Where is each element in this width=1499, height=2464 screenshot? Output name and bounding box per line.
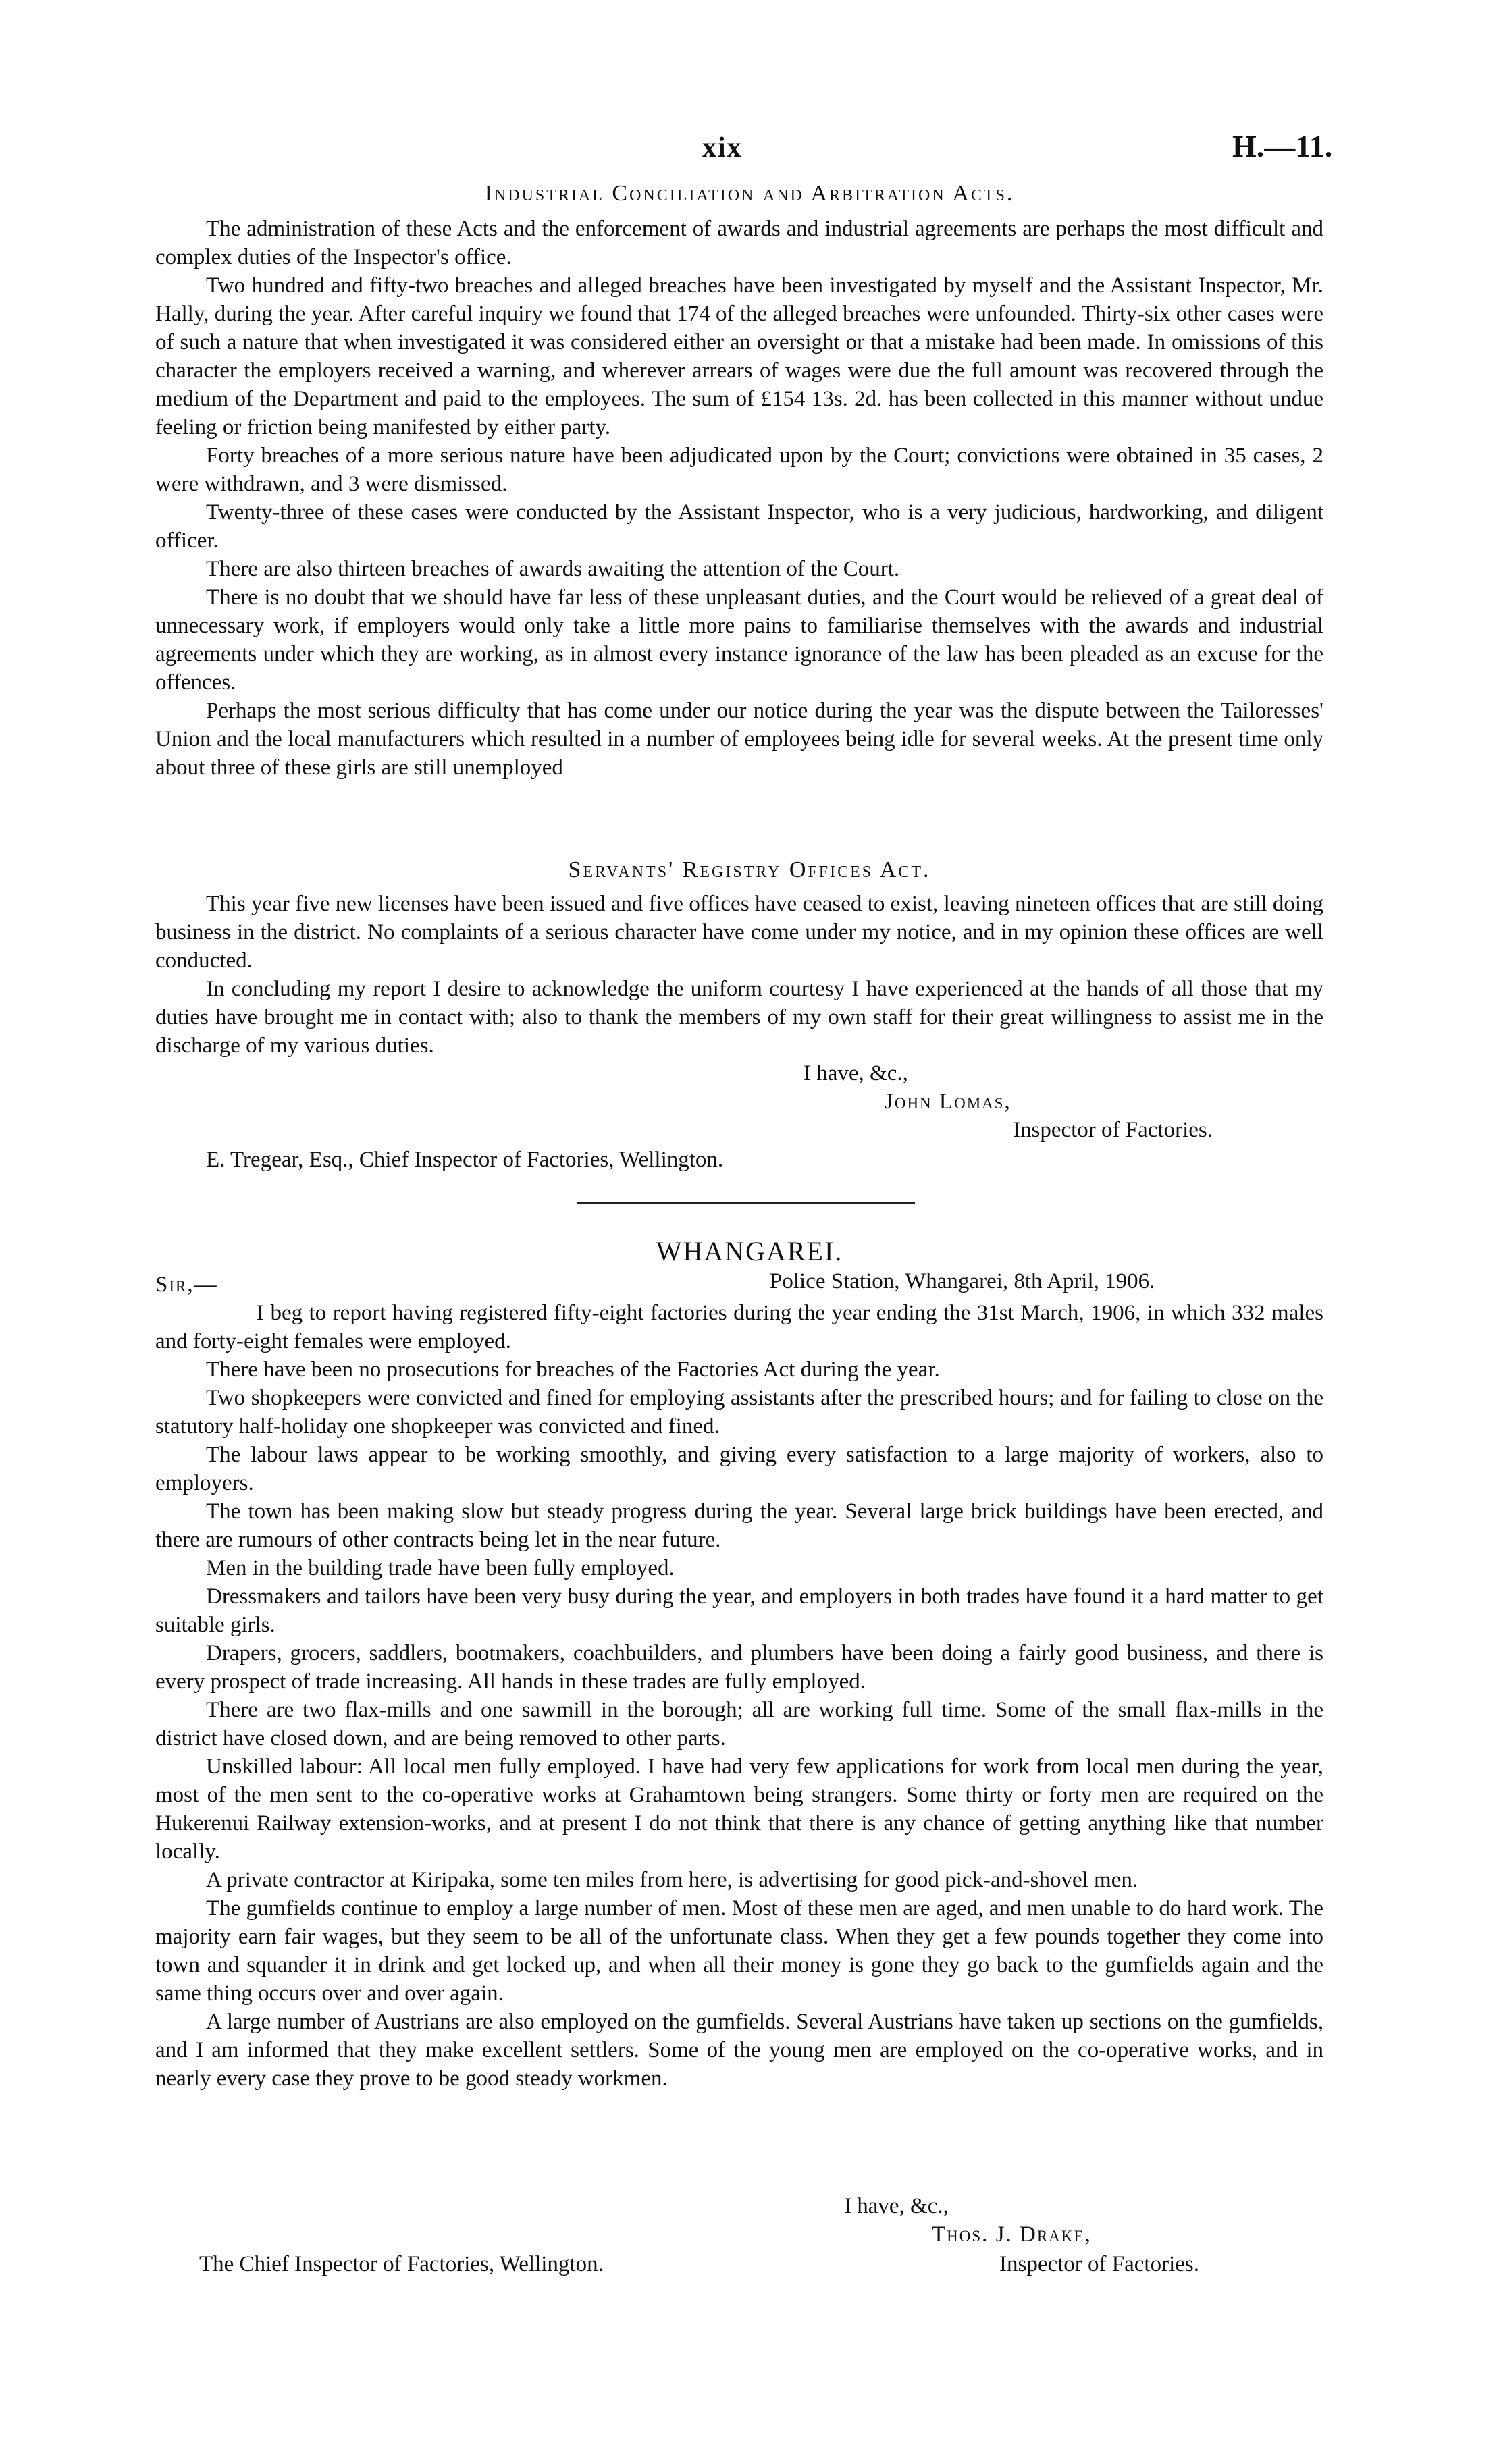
place-date: Police Station, Whangarei, 8th April, 1906. [770,1269,1155,1293]
paragraph: There have been no prosecutions for breaches of the Factories Act during the year. [206,1358,940,1382]
closing-drake: I have, &c., [844,2194,949,2218]
paragraph: Forty breaches of a more serious nature have been adjudicated upon by the Court; convictions were obtained in 35 cases, 2 were withdrawn, and 3 were dismissed. [155,444,1323,496]
paragraph: Men in the building trade have been fully employed. [206,1556,675,1580]
paragraph: A private contractor at Kiripaka, some ten miles from here, is advertising for good pick-and-shovel men. [206,1868,1138,1892]
section-body-industrial [155,215,1323,782]
paragraph: Drapers, grocers, saddlers, bootmakers, coachbuilders, and plumbers have been doing a fairly good business, and there is every prospect of trade increasing. All hands in these trades are fully employed. [155,1641,1323,1694]
paragraph: I beg to report having registered fifty-eight factories during the year ending the 31st March, 1906, in which 332 males and forty-eight females were employed. [155,1301,1323,1354]
closing-lomas: I have, &c., [804,1061,908,1086]
addressee-tregear: E. Tregear, Esq., Chief Inspector of Factories, Wellington. [206,1148,724,1172]
section-body-whangarei [155,1299,1323,2093]
paragraph: There is no doubt that we should have far less of these unpleasant duties, and the Court would be relieved of a great deal of unnecessary work, if employers would only take a little more pains to familiarise themselves with the awards and industrial agreements under which they are working, as in almost every instance ignorance of the law has been pleaded as an excuse for the offences. [155,585,1323,695]
salutation: Sir,— [155,1273,218,1297]
paragraph: The administration of these Acts and the enforcement of awards and industrial agreements are perhaps the most difficult and complex duties of the Inspector's office. [155,217,1323,269]
signer-title-drake: Inspector of Factories. [999,2252,1199,2276]
section-heading-whangarei: WHANGAREI. [656,1236,843,1266]
section-heading-registry: Servants' Registry Offices Act. [568,857,931,882]
section-heading-industrial: Industrial Conciliation and Arbitration Acts. [484,181,1015,206]
paragraph: There are also thirteen breaches of awards awaiting the attention of the Court. [206,557,900,581]
paragraph: Unskilled labour: All local men fully employed. I have had very few applications for work from local men during the year, most of the men sent to the co-operative works at Grahamtown being strangers. Some thirty or forty men are required on the Hukerenui Railway extension-works, and at present I do not think that there is any chance of getting anything like that number locally. [155,1755,1323,1864]
paragraph: Perhaps the most serious difficulty that has come under our notice during the year was the dispute between the Tailoresses' Union and the local manufacturers which resulted in a number of employees being idle for several weeks. At the present time only about three of these girls are still unemployed [155,699,1323,780]
paragraph: Two shopkeepers were convicted and fined for employing assistants after the prescribed hours; and for failing to close on the statutory half-holiday one shopkeeper was convicted and fined. [155,1386,1323,1439]
paragraph: Twenty-three of these cases were conducted by the Assistant Inspector, who is a very judicious, hardworking, and diligent officer. [155,500,1323,553]
paragraph: The gumfields continue to employ a large number of men. Most of these men are aged, and men unable to do hard work. The majority earn fair wages, but they seem to be all of the unfortunate class. When they get a few pounds together they come into town and squander it in drink and get locked up, and when all their money is gone they go back to the gumfields again and the same thing occurs over and over again. [155,1896,1323,2006]
paragraph: Two hundred and fifty-two breaches and alleged breaches have been investigated by myself and the Assistant Inspector, Mr. Hally, during the year. After careful inquiry we found that 174 of the alleged breaches were unfounded. Thirty-six other cases were of such a nature that when investigated it was considered either an oversight or that a mistake had been made. In omissions of this character the employers received a warning, and wherever arrears of wages were due the full amount was recovered through the medium of the Department and paid to the employees. The sum of £154 13s. 2d. has been collected in this manner without undue feeling or friction being manifested by either party. [155,273,1323,439]
addressee-chief-inspector: The Chief Inspector of Factories, Wellington. [199,2252,604,2276]
paragraph: The labour laws appear to be working smoothly, and giving every satisfaction to a large majority of workers, also to employers. [155,1443,1323,1495]
signer-lomas: John Lomas, [885,1090,1011,1114]
signer-title-lomas: Inspector of Factories. [1013,1118,1213,1142]
paragraph: A large number of Austrians are also employed on the gumfields. Several Austrians have taken up sections on the gumfields, and I am informed that they make excellent settlers. Some of the young men are employed on the co-operative works, and in nearly every case they prove to be good steady workmen. [155,2010,1323,2091]
paragraph: The town has been making slow but steady progress during the year. Several large brick buildings have been erected, and there are rumours of other contracts being let in the near future. [155,1499,1323,1552]
paragraph: There are two flax-mills and one sawmill in the borough; all are working full time. Some of the small flax-mills in the district have closed down, and are being removed to other parts. [155,1698,1323,1750]
section-divider [577,1202,915,1204]
signer-drake: Thos. J. Drake, [932,2222,1092,2247]
page-number: xix [702,132,743,163]
paragraph: In concluding my report I desire to acknowledge the uniform courtesy I have experienced at the hands of all those that my duties have brought me in contact with; also to thank the members of my own staff for their great willingness to assist me in the discharge of my various duties. [155,977,1323,1058]
series-code: H.—11. [1232,129,1333,163]
section-body-registry [155,890,1323,1060]
paragraph: This year five new licenses have been issued and five offices have ceased to exist, leaving nineteen offices that are still doing business in the district. No complaints of a serious character have come under my notice, and in my opinion these offices are well conducted. [155,892,1323,973]
paragraph: Dressmakers and tailors have been very busy during the year, and employers in both trades have found it a hard matter to get suitable girls. [155,1584,1323,1637]
